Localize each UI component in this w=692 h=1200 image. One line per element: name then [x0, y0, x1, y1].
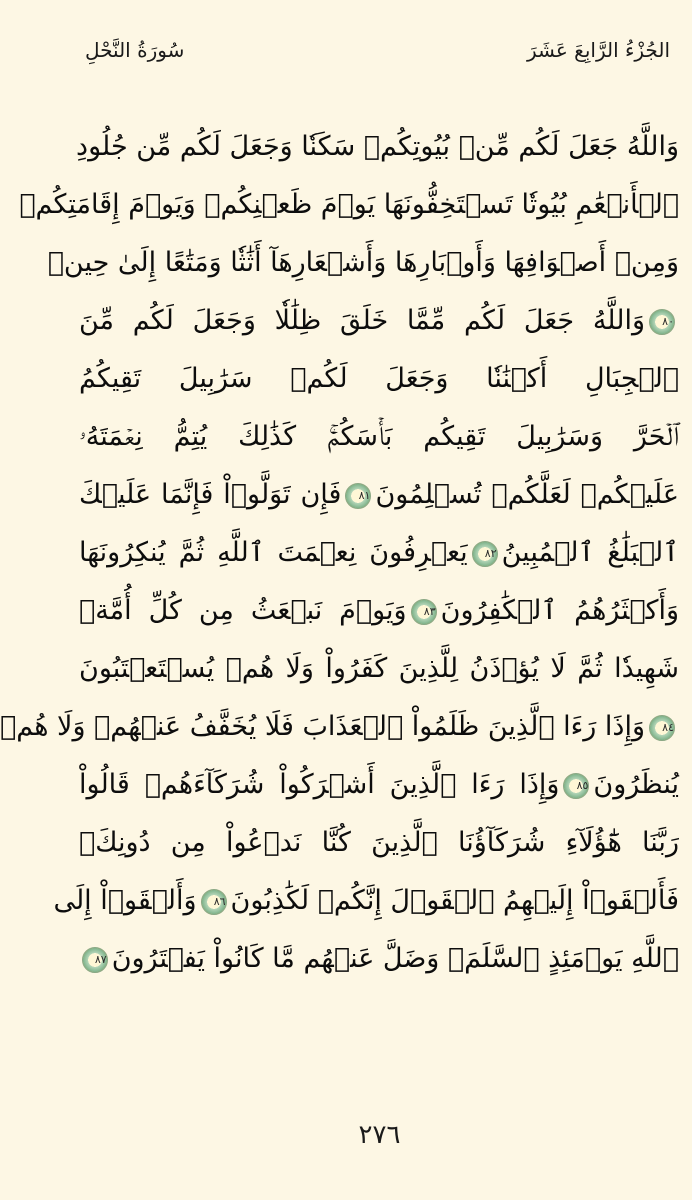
line-text: ٱلۡبَلَٰغُ ٱلۡمُبِينُ: [501, 537, 679, 568]
line-text: رَبَّنَا هَٰٓؤُلَآءِ شُرَكَآؤُنَا ٱلَّذِينَ كُنَّا نَدۡعُواْ مِن دُونِكَۖ: [79, 827, 679, 858]
text-line: [0, 698, 679, 756]
ayah-number-marker: ٨٢: [472, 541, 498, 567]
line-text: فَأَلۡقَوۡاْ إِلَيۡهِمُ ٱلۡقَوۡلَ إِنَّكُمۡ لَكَٰذِبُونَ: [230, 885, 679, 916]
line-text: عَلَيۡكُمۡ لَعَلَّكُمۡ تُسۡلِمُونَ: [375, 479, 679, 510]
ayah-number-marker: ٨٣: [411, 599, 437, 625]
line-text: ٱلۡأَنۡعَٰمِ بُيُوتٗا تَسۡتَخِفُّونَهَا يَوۡمَ ظَعۡنِكُمۡ وَيَوۡمَ إِقَامَتِكُمۡ: [19, 189, 679, 220]
ayah-number-marker: ٨٠: [649, 309, 675, 335]
text-line: [79, 756, 679, 814]
line-text: يُنظَرُونَ: [593, 769, 679, 800]
page-number: ٢٧٦: [358, 1120, 401, 1150]
text-line: [19, 176, 679, 234]
surah-title: سُورَةُ النَّحْلِ: [85, 38, 185, 62]
ayah-number-marker: ٨١: [345, 483, 371, 509]
text-line: [79, 582, 679, 640]
text-line: [76, 118, 679, 176]
quran-text: [0, 118, 679, 988]
text-line: [53, 872, 679, 930]
line-text: ٱللَّهِ يَوۡمَئِذٍ ٱلسَّلَمَۖ وَضَلَّ عَنۡهُم مَّا كَانُواْ يَفۡتَرُونَ: [111, 943, 679, 974]
juz-title: الجُزْءُ الرَّابِعَ عَشَرَ: [527, 38, 670, 62]
ayah-number-marker: ٨٤: [649, 715, 675, 741]
ayah-number-marker: ٨٧: [82, 947, 108, 973]
ayah-number-marker: ٨٦: [201, 889, 227, 915]
text-line: [79, 524, 679, 582]
text-line: [79, 408, 679, 466]
line-text: وَإِذَا رَءَا ٱلَّذِينَ أَشۡرَكُواْ شُرَكَآءَهُمۡ قَالُواْ: [79, 769, 560, 800]
text-line: [79, 640, 679, 698]
line-text: يَعۡرِفُونَ نِعۡمَتَ ٱللَّهِ ثُمَّ يُنكِرُونَهَا: [79, 537, 468, 568]
ayah-number-marker: ٨٥: [563, 773, 589, 799]
text-line: [47, 234, 679, 292]
text-line: [79, 292, 679, 350]
text-line: [79, 814, 679, 872]
line-text: وَأَلۡقَوۡاْ إِلَى: [53, 885, 197, 916]
line-text: ٱلۡحَرَّ وَسَرَٰبِيلَ تَقِيكُم بَأۡسَكُمۡۚ كَذَٰلِكَ يُتِمُّ نِعۡمَتَهُۥ: [79, 421, 679, 452]
line-text: فَإِن تَوَلَّوۡاْ فَإِنَّمَا عَلَيۡكَ: [79, 479, 342, 510]
text-line: [79, 350, 679, 408]
line-text: وَأَكۡثَرُهُمُ ٱلۡكَٰفِرُونَ: [440, 595, 679, 626]
text-line: [79, 466, 679, 524]
line-text: وَاللَّهُ جَعَلَ لَكُم مِّمَّا خَلَقَ ظِلَٰلٗا وَجَعَلَ لَكُم مِّنَ: [79, 305, 645, 336]
line-text: وَيَوۡمَ نَبۡعَثُ مِن كُلِّ أُمَّةٖ: [79, 595, 407, 626]
page-header: [67, 38, 692, 78]
line-text: وَاللَّهُ جَعَلَ لَكُم مِّنۢ بُيُوتِكُمۡ سَكَنٗا وَجَعَلَ لَكُم مِّن جُلُودِ: [76, 131, 679, 162]
line-text: ٱلۡجِبَالِ أَكۡنَٰنٗا وَجَعَلَ لَكُمۡ سَرَٰبِيلَ تَقِيكُمُ: [79, 363, 679, 394]
line-text: وَإِذَا رَءَا ٱلَّذِينَ ظَلَمُواْ ٱلۡعَذَابَ فَلَا يُخَفَّفُ عَنۡهُمۡ وَلَا هُمۡ: [0, 711, 645, 742]
line-text: شَهِيدٗا ثُمَّ لَا يُؤۡذَنُ لِلَّذِينَ كَفَرُواْ وَلَا هُمۡ يُسۡتَعۡتَبُونَ: [79, 653, 679, 684]
text-line: [79, 930, 679, 988]
line-text: وَمِنۡ أَصۡوَافِهَا وَأَوۡبَارِهَا وَأَشۡعَارِهَآ أَثَٰثٗا وَمَتَٰعًا إِلَىٰ حِينٖ: [47, 247, 679, 278]
